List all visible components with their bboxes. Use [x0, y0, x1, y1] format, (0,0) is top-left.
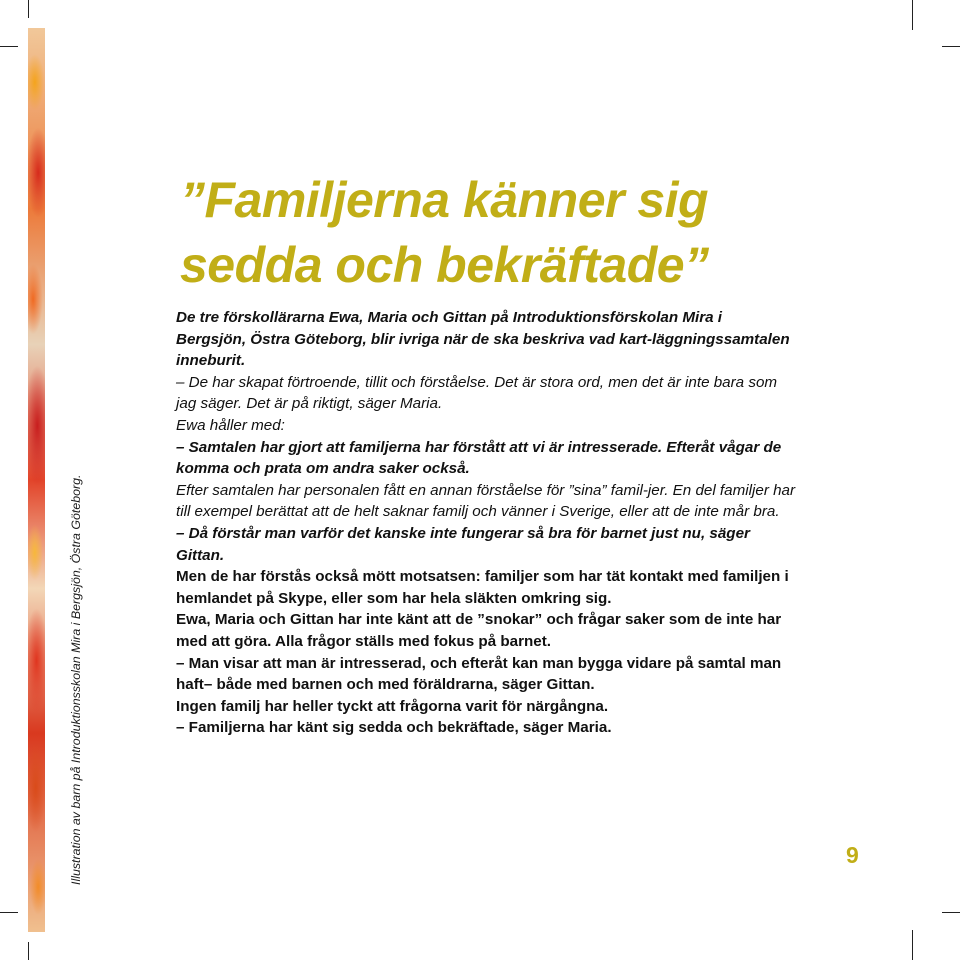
- article-paragraph: – Man visar att man är intresserad, och efteråt kan man bygga vidare på samtal man haft– både med barnen och med föräldrarna, säger Gittan.: [176, 654, 782, 694]
- article-paragraph: Ingen familj har heller tyckt att frågorna varit för närgångna.: [176, 697, 609, 715]
- illustration-caption: Illustration av barn på Introduktionsskolan Mira i Bergsjön, Östra Göteborg.: [69, 474, 83, 885]
- illustration-strip: [28, 28, 45, 932]
- article-paragraph: – Då förstår man varför det kanske inte fungerar så bra för barnet just nu, säger Gittan.: [176, 524, 750, 564]
- crop-mark-top-right: [912, 0, 913, 30]
- crop-mark-left-top: [0, 46, 18, 47]
- page-title-line-1: ”Familjerna känner sig: [180, 172, 709, 228]
- article-paragraph: Men de har förstås också mött motsatsen: familjer som har tät kontakt med familjen i hemlandet på Skype, eller som har hela släkten omkring sig.: [176, 568, 789, 607]
- article-body: [176, 307, 796, 739]
- article-paragraph: – Familjerna har känt sig sedda och bekräftade, säger Maria.: [176, 719, 612, 737]
- crop-mark-right-bottom: [942, 912, 960, 913]
- article-paragraph: – Samtalen har gjort att familjerna har förstått att vi är intresserade. Efteråt vågar de komma och prata om andra saker också.: [176, 438, 782, 478]
- article-paragraph: Ewa håller med:: [176, 416, 285, 434]
- crop-mark-right-top: [942, 46, 960, 47]
- crop-mark-bottom-left: [28, 942, 29, 960]
- page-number: 9: [846, 842, 859, 868]
- article-paragraph: Ewa, Maria och Gittan har inte känt att de ”snokar” och frågar saker som de inte har med att göra. Alla frågor ställs med fokus på barnet.: [176, 611, 782, 650]
- article-paragraph: Efter samtalen har personalen fått en annan förståelse för ”sina” famil-jer. En del familjer har till exempel berättat att de helt saknar familj och vänner i Sverige, eller att de inte mår bra.: [176, 481, 796, 521]
- page-title: [180, 168, 709, 298]
- crop-mark-bottom-right: [912, 930, 913, 960]
- page-title-line-2: sedda och bekräftade”: [180, 237, 709, 293]
- crop-mark-top-left: [28, 0, 29, 18]
- article-paragraph: – De har skapat förtroende, tillit och förståelse. Det är stora ord, men det är inte bara som jag säger. Det är på riktigt, säger Maria.: [176, 373, 778, 413]
- article-intro: De tre förskollärarna Ewa, Maria och Gittan på Introduktionsförskolan Mira i Bergsjön, Östra Göteborg, blir ivriga när de ska beskriva vad kart-läggningssamtalen inneburit.: [176, 309, 790, 370]
- crop-mark-left-bottom: [0, 912, 18, 913]
